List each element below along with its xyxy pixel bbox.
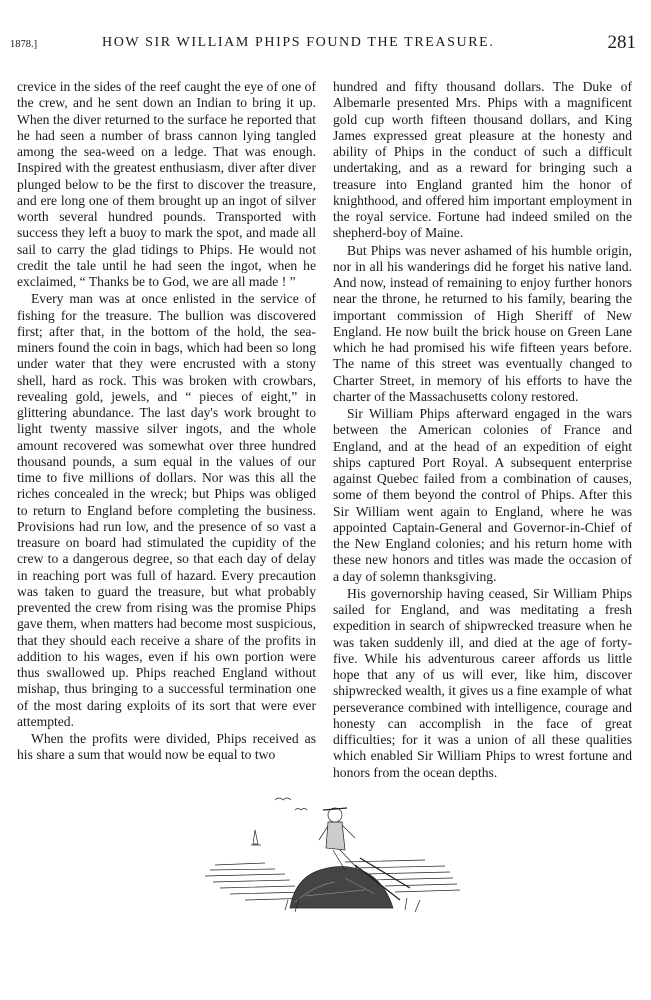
paragraph: His governorship having ceased, Sir William Phips sailed for England, and was meditating a fresh expedition in search of shipwrecked treasure when he was taken suddenly ill, and died at the age of forty-five. While his adventurous career affords us little hope that any of us will ever, like him, discover shipwrecked wealth, it gives us a fine example of what perseverance combined with intelligence, courage and honesty can accomplish in the face of great difficulties; for it was a union of all these qualities which enabled Sir William Phips to wrest fortune and honors from the ocean depths. (333, 585, 632, 780)
paragraph: Sir William Phips afterward engaged in the wars between the American colonies of France and England, and at the head of an expedition of eight ships captured Port Royal. A subsequent enterprise against Quebec failed from a combination of causes, some of them beyond the control of Phips. After this Sir William went again to England, where he was appointed Captain-General and Governor-in-Chief of the New England colonies; and his return home with these new honors and titles was made the occasion of a day of solemn thanksgiving. (333, 406, 632, 584)
paragraph: Every man was at once enlisted in the service of fishing for the treasure. The bullion was discovered first; after that, in the bottom of the hold, the sea-miners found the coin in bags, which had been so long under water that they were encrusted with a stony shell, hard as rock. This was broken with crowbars, revealing gold, jewels, and “ pieces of eight,” in glittering abundance. The last day's work brought to light twenty massive silver ingots, and the whole amount recovered was somewhat over three hundred thousand pounds, a sum equal in the values of our time to five millions of dollars. Nor was this all the riches concealed in the wreck; but Phips was obliged to return to England before completing the business. Provisions had run low, and the presence of so vast a treasure on board had stimulated the cupidity of the crew to a dangerous degree, so that each day of delay in reaching port was full of hazard. Every precaution was taken to guard the treasure, but what probably prevented the crew from rising was the promise Phips gave them, when matters had become most suspicious, that they should each receive a share of the profits in addition to his wages, even if his own portion were thus swallowed up. Phips reached England without mishap, thus bringing to a successful termination one of the most daring exploits of its sort that were ever attempted. (17, 291, 316, 729)
running-header (10, 34, 640, 56)
right-column (333, 79, 632, 781)
issue-date: 1878.] (10, 39, 38, 50)
boy-on-rock-illustration (195, 770, 465, 920)
paragraph: But Phips was never ashamed of his humble origin, nor in all his wanderings did he forget his native land. And now, instead of remaining to enjoy further honors near the throne, he returned to his family, bearing the important commission of High Sheriff of New England. He now built the brick house on Green Lane which he had promised his wife fifteen years before. The name of this street was eventually changed to Charter Street, in memory of his efforts to have the charter of the Massachusetts colony restored. (333, 242, 632, 404)
paragraph: crevice in the sides of the reef caught the eye of one of the crew, and he sent down an Indian to bring it up. When the diver returned to the surface he reported that he had seen a number of brass cannon lying tangled among the sea-weed on a ledge. That was enough. Inspired with the greatest enthusiasm, diver after diver plunged below to be the first to discover the treasure, and ere long one of them brought up an ingot of silver worth several hundred pounds. Transported with success they left a buoy to mark the spot, and made all sail to carry the glad tidings to Phips. He would not credit the tale until he had seen the ingot, when he exclaimed, “ Thanks be to God, we are all made ! ” (17, 79, 316, 289)
page-number: 281 (607, 32, 636, 53)
left-column (17, 79, 316, 764)
paragraph: When the profits were divided, Phips received as his share a sum that would now be equal to two (17, 731, 316, 763)
paragraph: hundred and fifty thousand dollars. The Duke of Albemarle presented Mrs. Phips with a magnificent gold cup worth fifteen thousand dollars, and King James expressed great pleasure at the honesty and ability of Phips in the conduct of such a difficult undertaking, and as a reward for bringing such a treasure into England granted him the honor of knighthood, and offered him important employment in the royal service. Fortune had indeed smiled on the shepherd-boy of Maine. (333, 79, 632, 241)
article-title: HOW SIR WILLIAM PHIPS FOUND THE TREASURE. (102, 35, 495, 50)
